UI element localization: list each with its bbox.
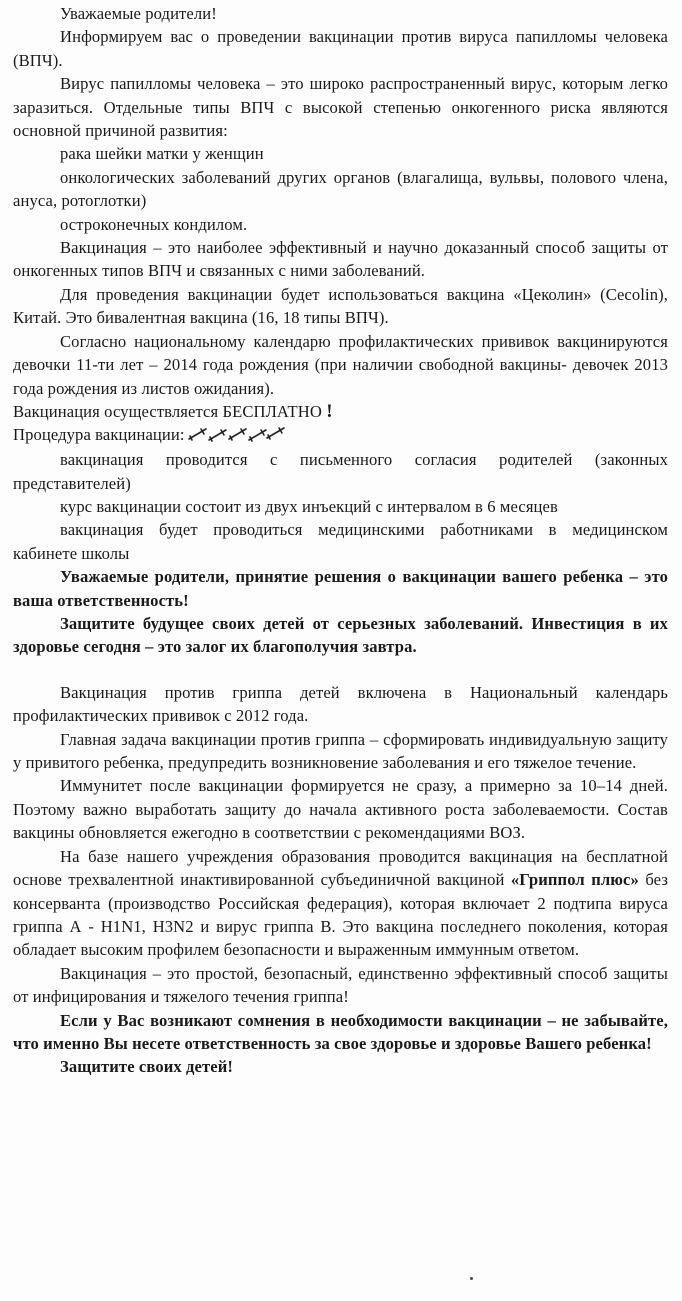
flu-goal-paragraph: Главная задача вакцинации против гриппа – сформировать индивидуальную защиту у привитого ребенка, предупредить возникновение заболевания и его тяжелое течение. <box>13 729 668 773</box>
syringe-icon <box>187 425 287 448</box>
scan-speck <box>470 1277 473 1280</box>
flu-immunity-paragraph: Иммунитет после вакцинации формируется не сразу, а примерно за 10–14 дней. Поэтому важно выработать защиту до начала активного роста заболеваемости. Состав вакцины обновляется ежегодно в соответствии с рекомендациями ВОЗ. <box>13 776 668 843</box>
effectiveness-paragraph: Вакцинация – это наиболее эффективный и научно доказанный способ защиты от онкогенных типов ВПЧ и связанных с ними заболеваний. <box>13 238 668 281</box>
procedure-title-line <box>13 423 668 448</box>
list-item: онкологических заболеваний других органов (влагалища, вульвы, полового члена, ануса, ротоглотки) <box>13 167 668 211</box>
list-item: остроконечных кондилом. <box>60 214 248 234</box>
intro-paragraph: Информируем вас о проведении вакцинации против вируса папилломы человека (ВПЧ). <box>13 27 668 70</box>
procedure-item: вакцинация будет проводиться медицинскими работниками в медицинском кабинете школы <box>13 520 668 563</box>
responsibility-notice: Уважаемые родители, принятие решения о вакцинации вашего ребенка – это ваша ответственность! <box>13 567 668 610</box>
section-gap <box>13 659 668 681</box>
virus-paragraph: Вирус папилломы человека – это широко распространенный вирус, которым легко заразиться. Отдельные типы ВПЧ с высокой степенью онкогенного риска являются основной причиной развития: <box>13 74 668 141</box>
vaccine-paragraph: Для проведения вакцинации будет использоваться вакцина «Цеколин» (Cecolin), Китай. Это бивалентная вакцина (16, 18 типы ВПЧ). <box>13 284 668 328</box>
free-vaccination-line <box>13 400 668 423</box>
procedure-item: вакцинация проводится с письменного согласия родителей (законных представителей) <box>13 450 668 493</box>
flu-vaccine-name: «Гриппол плюс» <box>510 870 639 890</box>
protect-future-notice: Защитите будущее своих детей от серьезных заболеваний. Инвестиция в их здоровье сегодня – это залог их благополучия завтра. <box>13 614 668 657</box>
procedure-title: Процедура вакцинации: <box>13 425 185 445</box>
free-vaccination-text: Вакцинация осуществляется БЕСПЛАТНО <box>13 401 322 421</box>
flu-calendar-paragraph: Вакцинация против гриппа детей включена в Национальный календарь профилактических прививок с 2012 года. <box>13 682 668 726</box>
list-item: рака шейки матки у женщин <box>60 144 264 164</box>
greeting: Уважаемые родители! <box>60 4 217 23</box>
calendar-paragraph: Согласно национальному календарю профилактических прививок вакцинируются девочки 11-ти лет – 2014 года рождения (при наличии свободной вакцины- девочек 2013 года рождения из листов ожидания). <box>13 331 668 398</box>
protect-children-notice: Защитите своих детей! <box>60 1057 233 1077</box>
flu-vaccine-paragraph <box>13 845 668 962</box>
free-vaccination-mark: ! <box>326 400 333 422</box>
document-body <box>13 2 668 1079</box>
flu-safety-paragraph: Вакцинация – это простой, безопасный, единственно эффективный способ защиты от инфицирования и тяжелого течения гриппа! <box>13 963 668 1007</box>
flu-vaccine-text-a: На базе нашего учреждения образования проводится вакцинация на бесплатной основе трехвалентной инактивированной субъединичной вакциной <box>13 846 668 890</box>
doubt-notice: Если у Вас возникают сомнения в необходимости вакцинации – не забывайте, что именно Вы несете ответственность за свое здоровье и здоровье Вашего ребенка! <box>13 1010 668 1053</box>
flu-vaccine-text-c: без консерванта (производство Российская федерация), которая включает 2 подтипа вируса гриппа А - H1N1, H3N2 и вирус гриппа В. Это вакцина последнего поколения, которая обладает высоким профилем безопасности и выраженным иммунным ответом. <box>13 870 668 960</box>
procedure-item: курс вакцинации состоит из двух инъекций с интервалом в 6 месяцев <box>60 497 558 517</box>
